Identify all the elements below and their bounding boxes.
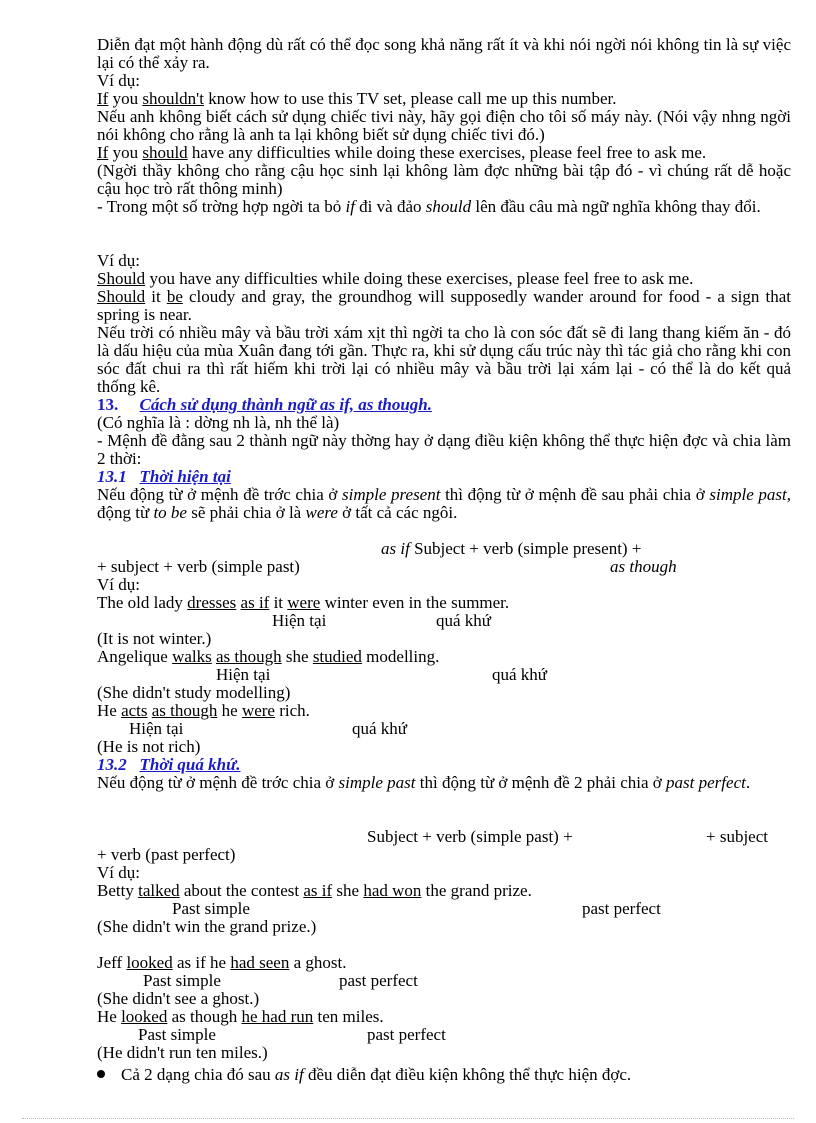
text: studied bbox=[312, 648, 362, 666]
text: sẽ phải chia ở là bbox=[186, 503, 306, 522]
text: thì động từ ở mệnh đề 2 phải chia ở bbox=[415, 774, 667, 792]
bullet-icon bbox=[97, 1070, 105, 1078]
example-sentence bbox=[97, 288, 791, 324]
text: you bbox=[108, 90, 143, 108]
paragraph bbox=[97, 774, 791, 792]
example-label bbox=[97, 72, 791, 90]
text: be bbox=[166, 288, 183, 306]
bullet-text bbox=[121, 1066, 631, 1084]
text: dresses bbox=[187, 594, 237, 612]
text: cloudy and gray, the groundhog will supposedly wander around for food - a sign that spring is near. bbox=[97, 288, 791, 324]
text: đi và đảo bbox=[354, 198, 426, 216]
example-label bbox=[97, 864, 791, 882]
text: Should bbox=[97, 270, 146, 288]
text: Nếu động từ ở mệnh đề trớc chia ở bbox=[97, 774, 339, 792]
text: thì động từ ở mệnh đề sau phải chia ở bbox=[440, 486, 710, 504]
text: to be bbox=[153, 503, 187, 522]
formula-line: + verb (past perfect) bbox=[97, 845, 236, 864]
meaning-note bbox=[97, 414, 791, 432]
text: The old lady bbox=[97, 594, 188, 612]
text: rich. bbox=[274, 702, 310, 720]
text: if bbox=[345, 198, 355, 216]
text: winter even in the summer. bbox=[320, 594, 510, 612]
translation bbox=[97, 108, 791, 144]
text: , động từ bbox=[97, 486, 791, 522]
text: you have any difficulties while doing these exercises, please feel free to ask me. bbox=[145, 270, 694, 288]
text: Nếu anh không biết cách sử dụng chiếc tivi này, hãy gọi điện cho tôi số máy này. (Nói vậy nhng ngời nói không cho rằng là anh ta lại không biết sử dụng chiếc tivi đó.) bbox=[97, 108, 791, 144]
text: she bbox=[281, 648, 313, 666]
text: . bbox=[745, 774, 751, 792]
text: walks bbox=[172, 648, 212, 666]
text: He bbox=[97, 1008, 122, 1026]
text: Ví dụ: bbox=[97, 252, 140, 270]
text: (He is not rich) bbox=[97, 738, 201, 756]
tense-label: Hiện tại bbox=[129, 719, 184, 738]
text: should bbox=[425, 198, 472, 216]
text: Jeff bbox=[97, 954, 127, 972]
text: (She didn't study modelling) bbox=[97, 684, 291, 702]
tense-label: Past simple bbox=[138, 1025, 216, 1044]
text: simple past bbox=[338, 774, 416, 792]
text: past perfect bbox=[666, 774, 746, 792]
heading-title: Cách sử dụng thành ngữ as if, as though. bbox=[139, 396, 432, 414]
text: as if he bbox=[172, 954, 231, 972]
text: Should bbox=[97, 288, 146, 306]
example-sentence bbox=[97, 954, 791, 972]
text: as if bbox=[274, 1065, 304, 1084]
example-note bbox=[97, 684, 791, 702]
text: simple present bbox=[342, 486, 441, 504]
text: ten miles. bbox=[313, 1008, 384, 1026]
text: as though bbox=[610, 557, 677, 576]
text: modelling. bbox=[361, 648, 440, 666]
example-note bbox=[97, 630, 791, 648]
text: (Có nghĩa là : dờng nh là, nh thể là) bbox=[97, 414, 340, 432]
paragraph bbox=[97, 486, 791, 522]
heading-number: 13. bbox=[97, 396, 119, 414]
text: Betty bbox=[97, 882, 139, 900]
text: as though bbox=[167, 1008, 242, 1026]
text: as though bbox=[216, 648, 282, 666]
text: should bbox=[142, 144, 188, 162]
text: looked bbox=[121, 1008, 168, 1026]
text: as though bbox=[151, 702, 218, 720]
text: simple past bbox=[709, 486, 787, 504]
example-label bbox=[97, 576, 791, 594]
section-heading-13-1 bbox=[97, 468, 791, 486]
example-sentence bbox=[97, 648, 791, 666]
text: lên đầu câu mà ngữ nghĩa không thay đổi. bbox=[471, 198, 761, 216]
tense-label: quá khứ bbox=[436, 611, 492, 630]
example-note bbox=[97, 990, 791, 1008]
page-bottom-border bbox=[22, 1118, 794, 1119]
text: Ví dụ: bbox=[97, 72, 140, 90]
text: know how to use this TV set, please call me up this number. bbox=[203, 90, 617, 108]
tense-label: past perfect bbox=[582, 899, 661, 918]
text: + subject + verb (simple past) bbox=[97, 557, 300, 576]
formula-line: Subject + verb (simple past) + bbox=[367, 827, 573, 846]
formula-line bbox=[381, 540, 641, 558]
text: Diễn đạt một hành động dù rất có thể đọc song khả năng rất ít và khi nói ngời nói không tin là sự việc lại có thể xảy ra. bbox=[97, 36, 791, 72]
example-sentence bbox=[97, 144, 791, 162]
text: (She didn't win the grand prize.) bbox=[97, 918, 317, 936]
text: were bbox=[305, 503, 338, 522]
tense-label: Past simple bbox=[172, 899, 250, 918]
text: (It is not winter.) bbox=[97, 630, 212, 648]
text: (Ngời thầy không cho rằng cậu học sinh lại không làm đợc những bài tập đó - vì chúng rất dễ hoặc cậu học trò rất thông minh) bbox=[97, 162, 791, 198]
example-label bbox=[97, 252, 791, 270]
heading-title: Thời hiện tại bbox=[139, 468, 231, 486]
text: about the contest bbox=[179, 882, 304, 900]
example-note bbox=[97, 1044, 791, 1062]
text: acts bbox=[121, 702, 148, 720]
text: (She didn't see a ghost.) bbox=[97, 990, 260, 1008]
translation bbox=[97, 324, 791, 396]
text: Ví dụ: bbox=[97, 864, 140, 882]
text: he bbox=[217, 702, 242, 720]
example-sentence bbox=[97, 594, 791, 612]
formula-alt bbox=[610, 558, 677, 576]
text: talked bbox=[138, 882, 180, 900]
example-note bbox=[97, 738, 791, 756]
text: he had run bbox=[241, 1008, 314, 1026]
tense-label: quá khứ bbox=[492, 665, 548, 684]
tense-label: quá khứ bbox=[352, 719, 408, 738]
text: had won bbox=[363, 882, 422, 900]
text: (He didn't run ten miles.) bbox=[97, 1044, 268, 1062]
tense-label: Hiện tại bbox=[272, 611, 327, 630]
heading-number: 13.2 bbox=[97, 756, 127, 774]
text: were bbox=[241, 702, 275, 720]
example-sentence bbox=[97, 1008, 791, 1026]
explanation bbox=[97, 162, 791, 198]
text: a ghost. bbox=[289, 954, 347, 972]
example-sentence bbox=[97, 702, 791, 720]
section-heading-13-2 bbox=[97, 756, 791, 774]
heading-number: 13.1 bbox=[97, 468, 127, 486]
text: as if bbox=[240, 594, 270, 612]
text: had seen bbox=[230, 954, 290, 972]
paragraph-intro bbox=[97, 36, 791, 72]
text: - Mệnh đề đằng sau 2 thành ngữ này thờng hay ở dạng điều kiện không thể thực hiện đợc và chia làm 2 thời: bbox=[97, 432, 791, 468]
example-note bbox=[97, 918, 791, 936]
heading-title: Thời quá khứ. bbox=[139, 756, 241, 774]
example-sentence bbox=[97, 90, 791, 108]
text: If bbox=[97, 90, 109, 108]
text: it bbox=[269, 594, 288, 612]
text: you bbox=[108, 144, 143, 162]
text: she bbox=[332, 882, 364, 900]
example-sentence bbox=[97, 270, 791, 288]
section-heading-13 bbox=[97, 396, 791, 414]
text: Angelique bbox=[97, 648, 173, 666]
text: Subject + verb (simple present) + bbox=[409, 539, 642, 558]
text: ở tất cả các ngôi. bbox=[337, 503, 458, 522]
text: have any difficulties while doing these exercises, please feel free to ask me. bbox=[187, 144, 707, 162]
formula-line: + subject bbox=[706, 827, 768, 846]
text: đều diễn đạt điều kiện không thể thực hiện đợc. bbox=[303, 1065, 632, 1084]
tense-label: past perfect bbox=[367, 1025, 446, 1044]
text: shouldn't bbox=[142, 90, 204, 108]
text: as if bbox=[381, 539, 410, 558]
text: the grand prize. bbox=[421, 882, 532, 900]
text: Ví dụ: bbox=[97, 576, 140, 594]
tense-label: Hiện tại bbox=[216, 665, 271, 684]
text: Nếu động từ ở mệnh đề trớc chia ở bbox=[97, 486, 343, 504]
text: - Trong một số trờng hợp ngời ta bỏ bbox=[97, 198, 346, 216]
text: Cả 2 dạng chia đó sau bbox=[121, 1065, 275, 1084]
text: Nếu trời có nhiều mây và bầu trời xám xịt thì ngời ta cho là con sóc đất sẽ đi lang thang kiếm ăn - đó là dấu hiệu của mùa Xuân đang tới gần. Thực ra, khi sử dụng cấu trúc này thì tác giả cho rằng khi con sóc đất chui ra thì rất hiếm khi trời lại có nhiều mây và bầu trời lại xám lại - có thể là do kết quả thống kê. bbox=[97, 324, 791, 396]
example-sentence bbox=[97, 882, 791, 900]
text: He bbox=[97, 702, 122, 720]
note-inversion bbox=[97, 198, 791, 216]
text: were bbox=[287, 594, 321, 612]
formula-line bbox=[97, 558, 300, 576]
paragraph bbox=[97, 432, 791, 468]
text: as if bbox=[303, 882, 333, 900]
tense-label: past perfect bbox=[339, 971, 418, 990]
tense-label: Past simple bbox=[143, 971, 221, 990]
text: it bbox=[145, 288, 167, 306]
text: If bbox=[97, 144, 109, 162]
text: looked bbox=[126, 954, 173, 972]
